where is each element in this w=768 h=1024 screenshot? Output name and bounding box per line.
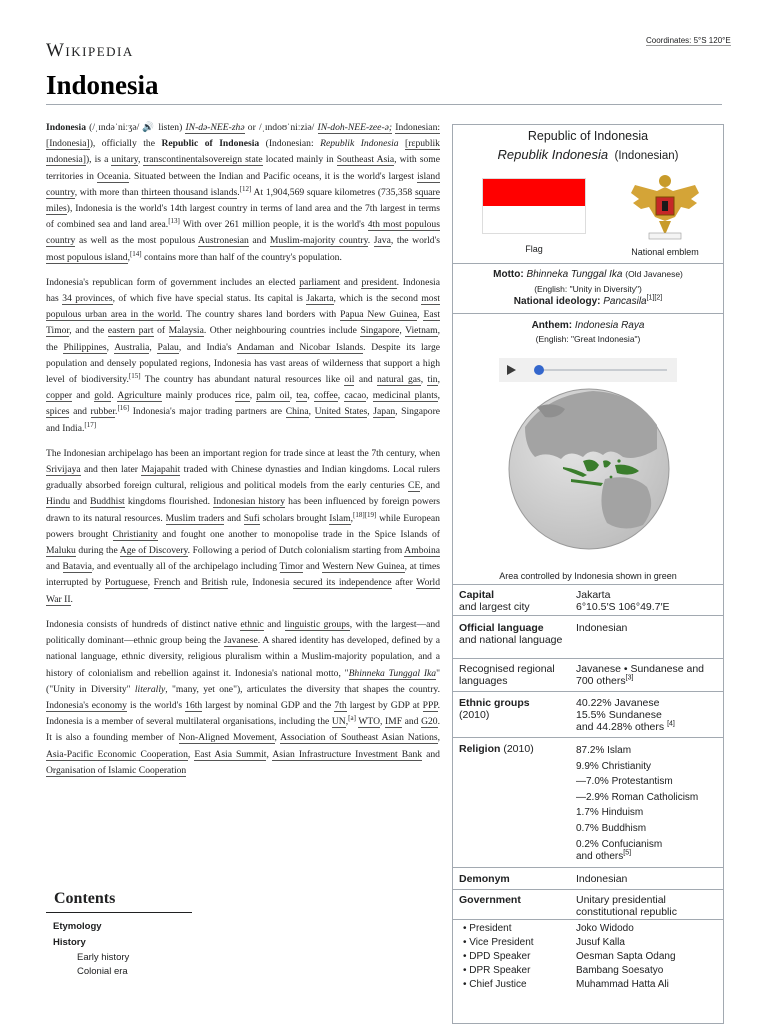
- text: ), Indonesia is the world's 14th largest country in terms of land area and the 7th largest in terms of combined sea and land area.: [46, 203, 440, 231]
- thirteen-thousand-islands-link[interactable]: thirteen thousand islands: [141, 186, 238, 198]
- religion-year: (2010): [503, 743, 534, 755]
- ethnic-link[interactable]: ethnic: [240, 618, 264, 630]
- divider: [453, 867, 723, 868]
- text: and fought one another to monopolise trade in the Spice Islands of: [162, 528, 440, 540]
- government-value[interactable]: Unitary presidential constitutional republic: [576, 894, 677, 918]
- batavia-link[interactable]: Batavia: [62, 561, 92, 573]
- text: ), officially the: [89, 138, 155, 150]
- religion-values: [576, 743, 721, 863]
- religion-value-last: [576, 851, 721, 863]
- text: and: [404, 716, 419, 728]
- native-name-text: Republik Indonesia: [497, 147, 609, 162]
- text: , Singapore and India.: [46, 406, 441, 434]
- age-of-discovery-link[interactable]: Age of Discovery: [119, 545, 188, 557]
- respelling-1[interactable]: IN-də-NEE-zhə: [185, 122, 245, 133]
- text: , the: [46, 325, 440, 353]
- text: and: [252, 235, 267, 247]
- apec-link[interactable]: Asia-Pacific Economic Cooperation: [46, 748, 188, 760]
- tin-link[interactable]: tin: [427, 374, 438, 386]
- text: . Following a period of Dutch colonialism starting from: [187, 545, 403, 557]
- page-title: Indonesia: [46, 70, 159, 100]
- text: , of which five have special status. Its capital is: [112, 293, 303, 305]
- ref-18-19[interactable]: [18][19]: [353, 510, 377, 519]
- flag-caption: Flag: [525, 244, 543, 254]
- medicinal-plants-link[interactable]: medicinal plants: [372, 390, 438, 402]
- native-name: Republik Indonesia: [320, 138, 399, 150]
- islam-link[interactable]: Islam: [329, 512, 351, 524]
- leader-role[interactable]: • President: [463, 923, 512, 934]
- palm-oil-link[interactable]: palm oil: [256, 390, 290, 402]
- listen-link[interactable]: listen): [158, 122, 183, 133]
- text: , at times interrupted by: [46, 561, 441, 589]
- 7th-link[interactable]: 7th: [334, 699, 347, 711]
- religion-value[interactable]: 87.2% Islam: [576, 745, 632, 756]
- china-link[interactable]: China: [285, 406, 309, 418]
- motto-value[interactable]: Bhinneka Tunggal Ika: [526, 269, 623, 280]
- maluku-link[interactable]: Maluku: [46, 545, 76, 557]
- capital-label-sub: and largest city: [459, 601, 530, 613]
- text: " ("Unity in Diversity": [46, 667, 441, 695]
- natural-gas-link[interactable]: natural gas: [377, 374, 421, 386]
- garuda-emblem-icon[interactable]: [627, 173, 703, 245]
- oil-link[interactable]: oil: [344, 374, 355, 386]
- unitary-link[interactable]: unitary: [111, 154, 138, 166]
- regional-ref[interactable]: [3]: [625, 674, 634, 682]
- french-link[interactable]: French: [153, 577, 181, 589]
- oic-link[interactable]: Organisation of Islamic Cooperation: [46, 764, 187, 776]
- government-label[interactable]: Government: [459, 894, 521, 906]
- ref-15[interactable]: [15]: [128, 371, 141, 380]
- text: , and: [420, 480, 440, 492]
- javanese-link[interactable]: Javanese: [223, 635, 258, 647]
- toc-item-history[interactable]: History: [53, 937, 86, 948]
- article-subject: Indonesia: [46, 122, 86, 133]
- leader-name[interactable]: Muhammad Hatta Ali: [576, 979, 669, 990]
- leader-name[interactable]: Bambang Soesatyo: [576, 965, 664, 976]
- ideology-value[interactable]: Pancasila: [603, 296, 647, 307]
- map-caption: Area controlled by Indonesia shown in green: [499, 571, 677, 581]
- regional-languages-label: Recognised regional languages: [459, 663, 555, 687]
- most-populous-island-link[interactable]: most populous island: [46, 251, 128, 263]
- infobox-title: Republic of Indonesia: [527, 129, 649, 143]
- transcontinental-link[interactable]: transcontinental: [143, 154, 205, 166]
- provinces-link[interactable]: 34 provinces: [62, 293, 113, 305]
- text: as well as the most populous: [78, 235, 196, 247]
- motto-line: [453, 268, 723, 281]
- coordinates-link[interactable]: Coordinates: 5°S 120°E: [646, 36, 731, 45]
- flag-red-band: [483, 179, 585, 206]
- official-language-label-sub: and national language: [459, 634, 563, 646]
- portuguese-link[interactable]: Portuguese: [104, 577, 148, 589]
- southeast-asia-link[interactable]: Southeast Asia: [336, 154, 395, 166]
- text: has been influenced by foreign powers drawn to its natural resources.: [46, 496, 441, 524]
- japan-link[interactable]: Japan: [373, 406, 396, 418]
- text: and: [358, 374, 373, 386]
- ethnic-year: (2010): [459, 709, 490, 721]
- divider: [453, 615, 723, 616]
- cacao-link[interactable]: cacao: [344, 390, 367, 402]
- official-name: Republic of Indonesia: [161, 138, 260, 150]
- text: and then later: [83, 464, 139, 476]
- australia-link[interactable]: Australia: [114, 341, 150, 353]
- coffee-link[interactable]: coffee: [313, 390, 338, 402]
- table-of-contents: [46, 890, 216, 979]
- religion-value[interactable]: —7.0% Protestantism: [576, 776, 673, 788]
- divider: [453, 919, 723, 920]
- motto-link[interactable]: Bhinneka Tunggal Ika: [348, 667, 437, 679]
- eastern-part-link[interactable]: eastern part: [107, 325, 154, 337]
- text: and: [183, 577, 198, 589]
- toc-subitem-early-history[interactable]: Early history: [77, 952, 130, 963]
- religion-value[interactable]: 1.7% Hinduism: [576, 807, 644, 819]
- regional-languages-value: [576, 663, 721, 687]
- ideology-line: [453, 295, 723, 308]
- text: is the world's: [130, 699, 183, 711]
- play-icon[interactable]: [507, 365, 516, 375]
- divider: [453, 313, 723, 314]
- intro-paragraph-1: Indonesia (/ˌɪndəˈniːʒə/ 🔊 listen) IN-də-NEE-zhə or /ˌɪndoʊˈniːziə/ IN-doh-NEE-zee-ə; Indonesian: [Indonesia]), officially the Republic of Indonesia (Indonesian: Republik Indonesia [rɛpublik ɪndonesia]), is a unitary, transcontinentalsovereign state located mainly in Southeast Asia, with some territories in Oceania. Situated between the Indian and Pacific oceans, it is the world's largest island country, with more than thirteen thousand islands.[12] At 1,904,569 square kilometres (735,358 square miles), Indonesia is the world's 14th largest country in terms of land area and the 7th largest in terms of combined sea and land area.[13] With over 261 million people, it is the world's 4th most populous country as well as the most populous Austronesian and Muslim-majority country. Java, the world's most populous island,[14] contains more than half of the country's population.: [46, 122, 441, 263]
- text: ,: [417, 309, 420, 321]
- text: . Other neighbouring countries include: [203, 325, 357, 337]
- capital-value: [576, 589, 721, 613]
- intro-paragraph-2: Indonesia's republican form of government includes an elected parliament and president. Indonesia has 34 provinces, of which five have special status. Its capital is Jakarta, which is the second most populous urban area in the world. The country shares land borders with Papua New Guinea, East Timor, and the eastern part of Malaysia. Other neighbouring countries include Singapore, Vietnam, the Philippines, Australia, Palau, and India's Andaman and Nicobar Islands. Despite its large population and densely populated regions, Indonesia has vast areas of wilderness that support a high level of biodiversity.[15] The country has abundant natural resources like oil and natural gas, tin, copper and gold. Agriculture mainly produces rice, palm oil, tea, coffee, cacao, medicinal plants, spices and rubber.[16] Indonesia's major trading partners are China, United States, Japan, Singapore and India.[17]: [46, 276, 441, 434]
- ethnic-ref[interactable]: [4]: [667, 720, 675, 728]
- emblem-caption[interactable]: National emblem: [631, 247, 699, 257]
- anthem-line: [453, 319, 723, 332]
- text: . Indonesia has: [46, 276, 440, 305]
- text: mainly produces: [165, 390, 232, 402]
- ethnic-groups-label: [459, 697, 571, 721]
- capital-coordinates[interactable]: 6°10.5′S 106°49.7′E: [576, 601, 670, 613]
- ethnic-value-last: [576, 721, 721, 733]
- text: . It is also a founding member of: [46, 716, 440, 744]
- east-timor-link[interactable]: East Timor: [46, 309, 440, 337]
- andaman-link[interactable]: Andaman and Nicobar Islands: [236, 341, 364, 353]
- text: during the: [78, 545, 118, 557]
- religion-ref[interactable]: [5]: [623, 849, 632, 857]
- motto-label: Motto:: [493, 269, 524, 280]
- leader-name[interactable]: Oesman Sapta Odang: [576, 951, 676, 962]
- text: , and the: [69, 325, 105, 337]
- official-language-label: [459, 622, 571, 646]
- ethnic-groups-values: [576, 697, 721, 733]
- ideology-ref[interactable]: [1][2]: [646, 294, 663, 302]
- jakarta-link[interactable]: Jakarta: [306, 293, 334, 305]
- orthographic-map-image[interactable]: [507, 387, 671, 551]
- rubber-link[interactable]: rubber: [90, 406, 116, 418]
- ethnic-label-main: Ethnic groups: [459, 697, 530, 709]
- indonesian-history-link[interactable]: Indonesian history: [213, 496, 286, 508]
- audio-scrubber-handle[interactable]: [534, 365, 544, 375]
- text: . The country shares land borders with: [180, 309, 337, 321]
- ipa-1: (/ˌɪndəˈniːʒə/: [89, 122, 140, 133]
- infobox: [452, 124, 724, 1024]
- eas-link[interactable]: East Asia Summit: [194, 748, 267, 760]
- christianity-link[interactable]: Christianity: [112, 528, 158, 540]
- intro-paragraph-4: Indonesia consists of hundreds of distinct native ethnic and linguistic groups, with the largest—and politically dominant—ethnic group being the Javanese. A shared identity has developed, defined by a national language, ethnic diversity, religious pluralism within a Muslim-majority population, and a history of colonialism and rebellion against it. Indonesia's national motto, "Bhinneka Tunggal Ika" ("Unity in Diversity" literally, "many, yet one"), articulates the diversity that shapes the country. Indonesia's economy is the world's 16th largest by nominal GDP and the 7th largest by GDP at PPP. Indonesia is a member of several multilateral organisations, including the UN,[a] WTO, IMF and G20. It is also a founding member of Non-Aligned Movement, Association of Southeast Asian Nations, Asia-Pacific Economic Cooperation, East Asia Summit, Asian Infrastructure Investment Bank and Organisation of Islamic Cooperation: [46, 618, 441, 776]
- aiib-link[interactable]: Asian Infrastructure Investment Bank: [272, 748, 423, 760]
- png-link[interactable]: Papua New Guinea: [340, 309, 418, 321]
- british-link[interactable]: British: [201, 577, 228, 589]
- religion-label-main[interactable]: Religion: [459, 743, 501, 755]
- text: , and India's: [178, 341, 232, 353]
- text: scholars brought: [262, 512, 327, 524]
- demonym-value[interactable]: Indonesian: [576, 873, 628, 885]
- amboina-link[interactable]: Amboina: [404, 545, 441, 557]
- leader-role[interactable]: • Vice President: [463, 937, 534, 948]
- western-new-guinea-link[interactable]: Western New Guinea: [322, 561, 405, 573]
- religion-label: [459, 743, 571, 755]
- text: of: [157, 325, 166, 337]
- timor-link[interactable]: Timor: [279, 561, 304, 573]
- nam-link[interactable]: Non-Aligned Movement: [178, 732, 275, 744]
- capital-label: [459, 589, 571, 613]
- linguistic-groups-link[interactable]: linguistic groups: [284, 618, 350, 630]
- hindu-link[interactable]: Hindu: [46, 496, 70, 508]
- flag-white-band: [483, 206, 585, 233]
- religion-others: and others: [576, 850, 624, 862]
- majapahit-link[interactable]: Majapahit: [141, 464, 181, 476]
- muslim-majority-link[interactable]: Muslim-majority country: [269, 235, 368, 247]
- toc-item-etymology[interactable]: Etymology: [53, 921, 102, 932]
- religion-value[interactable]: 9.9% Christianity: [576, 760, 652, 772]
- text: after: [395, 577, 413, 589]
- oceania-link[interactable]: Oceania: [97, 170, 129, 182]
- text: largest by nominal GDP and the: [205, 699, 332, 711]
- official-language-label-main: Official language: [459, 622, 544, 634]
- 16th-link[interactable]: 16th: [185, 699, 203, 711]
- text: The Indonesian archipelago has been an important region for trade since at least the 7th century, when: [46, 447, 440, 459]
- contents-heading: Contents: [46, 890, 192, 913]
- text: Indonesia consists of hundreds of distinct native: [46, 618, 237, 630]
- ethnic-others: and 44.28% others: [576, 721, 665, 733]
- fourth-populous-link[interactable]: 4th most populous country: [46, 219, 440, 247]
- independence-link[interactable]: secured its independence: [293, 577, 392, 589]
- ethnic-value[interactable]: 15.5% Sundanese: [576, 709, 662, 721]
- urban-area-link[interactable]: most populous urban area in the world: [46, 293, 441, 321]
- us-link[interactable]: United States: [314, 406, 368, 418]
- motto-lang: (Old Javanese): [625, 269, 683, 279]
- ce-link[interactable]: CE: [408, 480, 421, 492]
- lang-link[interactable]: Indonesian:: [395, 122, 441, 133]
- tea-link[interactable]: tea: [296, 390, 308, 402]
- ref-13[interactable]: [13]: [168, 217, 180, 226]
- ref-14[interactable]: [14]: [129, 249, 142, 258]
- anthem-value[interactable]: Indonesia Raya: [574, 320, 645, 331]
- flag-image[interactable]: [482, 178, 586, 234]
- text: contains more than half of the country's population.: [144, 251, 342, 263]
- vietnam-link[interactable]: Vietnam: [405, 325, 438, 337]
- leader-name[interactable]: Jusuf Kalla: [576, 937, 625, 948]
- text: and: [305, 561, 320, 573]
- ppp-link[interactable]: PPP: [422, 699, 438, 711]
- economy-link[interactable]: Indonesia's economy: [46, 699, 127, 711]
- imf-link[interactable]: IMF: [384, 716, 403, 728]
- text: and: [267, 618, 282, 630]
- square-miles-link[interactable]: square miles: [46, 186, 440, 215]
- text: Indonesia's major trading partners are: [132, 406, 283, 418]
- divider: [453, 584, 723, 585]
- singapore-link[interactable]: Singapore: [360, 325, 400, 337]
- article-body: [46, 120, 440, 788]
- text: and: [73, 496, 87, 508]
- divider: [453, 658, 723, 659]
- text: , the world's: [390, 235, 441, 247]
- text: while European powers brought: [46, 512, 440, 540]
- regional-languages-text[interactable]: Javanese • Sundanese and 700 others: [576, 663, 705, 687]
- austronesian-link[interactable]: Austronesian: [198, 235, 249, 247]
- leader-role[interactable]: • DPR Speaker: [463, 965, 531, 976]
- text: ), is a: [85, 154, 109, 166]
- text: and: [73, 406, 87, 418]
- toc-subitem-colonial-era[interactable]: Colonial era: [77, 966, 128, 977]
- literally-text: literally: [134, 683, 166, 695]
- audio-progress-track[interactable]: [537, 369, 667, 371]
- text: Indonesia's republican form of government includes an elected: [46, 276, 296, 288]
- or-text: or: [247, 122, 256, 133]
- ref-17[interactable]: [17]: [84, 420, 97, 429]
- text: . Despite its large population and densely populated regions, Indonesia has vast areas of wilderness that support a high level of biodiversity.: [46, 341, 440, 386]
- text: rule, Indonesia: [231, 577, 290, 589]
- ref-12[interactable]: [12]: [239, 184, 252, 193]
- leader-role[interactable]: • DPD Speaker: [463, 951, 531, 962]
- ideology-label: National ideology:: [513, 296, 601, 307]
- wto-link[interactable]: WTO: [358, 716, 380, 728]
- divider: [453, 889, 723, 890]
- muslim-traders-link[interactable]: Muslim traders: [165, 512, 225, 524]
- rice-link[interactable]: rice: [235, 390, 250, 402]
- parliament-link[interactable]: parliament: [299, 276, 341, 288]
- title-divider: [46, 104, 722, 105]
- srivijaya-link[interactable]: Srivijaya: [46, 464, 81, 476]
- ref-16[interactable]: [16]: [117, 404, 130, 413]
- malaysia-link[interactable]: Malaysia: [168, 325, 204, 337]
- buddhist-link[interactable]: Buddhist: [90, 496, 125, 508]
- respelling-2[interactable]: IN-doh-NEE-zee-ə;: [317, 122, 393, 133]
- official-language-value[interactable]: Indonesian: [576, 622, 628, 634]
- divider: [453, 691, 723, 692]
- lang-ipa[interactable]: [Indonesia]: [46, 138, 90, 150]
- philippines-link[interactable]: Philippines: [63, 341, 107, 353]
- native-ipa[interactable]: [rɛpublik ɪndonesia]: [46, 138, 440, 166]
- sufi-link[interactable]: Sufi: [243, 512, 260, 524]
- anthem-audio-player: [499, 358, 677, 382]
- text: located mainly in: [265, 154, 334, 166]
- anthem-english: (English: "Great Indonesia"): [535, 334, 641, 344]
- text: With over 261 million people, it is the world's: [182, 219, 365, 231]
- religion-value[interactable]: —2.9% Roman Catholicism: [576, 791, 699, 803]
- asean-link[interactable]: Association of Southeast Asian Nations: [280, 732, 438, 744]
- text: (Indonesian:: [265, 138, 314, 150]
- intro-paragraph-3: The Indonesian archipelago has been an important region for trade since at least the 7th century, when Srivijaya and then later Majapahit traded with Chinese dynasties and Indian kingdoms. Local rulers gradually absorbed foreign cultural, religious and political models from the early centuries CE, and Hindu and Buddhist kingdoms flourished. Indonesian history has been influenced by foreign powers drawn to its natural resources. Muslim traders and Sufi scholars brought Islam,[18][19] while European powers brought Christianity and fought one another to monopolise trade in the Spice Islands of Maluku during the Age of Discovery. Following a period of Dutch colonialism starting from Amboina and Batavia, and eventually all of the archipelago including Timor and Western New Guinea, at times interrupted by Portuguese, French and British rule, Indonesia secured its independence after World War II.: [46, 447, 441, 605]
- ww2-link[interactable]: World War II: [46, 577, 441, 605]
- divider: [453, 263, 723, 264]
- sovereign-state-link[interactable]: sovereign state: [204, 154, 263, 166]
- island-country-link[interactable]: island country: [46, 170, 441, 198]
- leader-name[interactable]: Joko Widodo: [576, 923, 634, 934]
- copper-link[interactable]: copper: [46, 390, 73, 402]
- text: , with the largest—and politically dominant—ethnic group being the: [46, 618, 440, 647]
- text: . Indonesia is a member of several multilateral organisations, including the: [46, 699, 440, 728]
- text: .: [367, 235, 371, 247]
- demonym-label: Demonym: [459, 873, 510, 885]
- text: and: [46, 561, 60, 573]
- ipa-2[interactable]: /ˌɪndoʊˈniːziə/: [258, 122, 315, 133]
- palau-link[interactable]: Palau: [157, 341, 179, 353]
- un-link[interactable]: UN: [331, 716, 346, 728]
- president-link[interactable]: president: [361, 276, 397, 288]
- speaker-icon[interactable]: 🔊: [142, 122, 156, 133]
- text: .: [70, 593, 73, 605]
- text: and: [426, 748, 440, 760]
- text: kingdoms flourished.: [127, 496, 211, 508]
- spices-link[interactable]: spices: [46, 406, 70, 418]
- infobox-native-name: [453, 147, 723, 162]
- religion-value[interactable]: 0.7% Buddhism: [576, 822, 647, 834]
- divider: [453, 737, 723, 738]
- motto-english: (English: "Unity in Diversity"): [534, 284, 642, 294]
- capital-city[interactable]: Jakarta: [576, 589, 611, 601]
- ref-a[interactable]: [a]: [348, 713, 356, 722]
- text: , with some territories in: [46, 154, 440, 182]
- agriculture-link[interactable]: Agriculture: [117, 390, 162, 402]
- text: , with more than: [74, 186, 139, 198]
- text: largest by GDP at: [349, 699, 420, 711]
- text: and: [227, 512, 241, 524]
- text: traded with Chinese dynasties and Indian kingdoms. Local rulers gradually absorbed foreign cultural, religious and political models from the early centuries: [46, 464, 441, 492]
- g20-link[interactable]: G20: [421, 716, 438, 728]
- text: , "many, yet one"), articulates the diversity that shapes the country.: [165, 683, 440, 695]
- leader-role[interactable]: • Chief Justice: [463, 979, 527, 990]
- java-link[interactable]: Java: [373, 235, 391, 247]
- gold-link[interactable]: gold: [94, 390, 112, 402]
- religion-value[interactable]: 0.2% Confucianism: [576, 838, 663, 850]
- text: At 1,904,569 square kilometres (735,358: [253, 186, 413, 198]
- text: , and eventually all of the archipelago including: [91, 561, 278, 573]
- text: . Situated between the Indian and Pacific oceans, it is the world's largest: [128, 170, 414, 182]
- text: . A shared identity has developed, defined by a national language, ethnic diversity, religious pluralism within a Muslim-majority population, and a history of colonialism and rebellion against it. Indonesia's national motto, ": [46, 635, 440, 679]
- capital-label-main: Capital: [459, 589, 495, 601]
- anthem-label: Anthem:: [531, 320, 573, 331]
- wikipedia-wordmark[interactable]: Wikipedia: [46, 40, 134, 61]
- ethnic-value[interactable]: 40.22% Javanese: [576, 697, 660, 709]
- text: , which is the second: [333, 293, 418, 305]
- native-lang-text: (Indonesian): [614, 150, 679, 162]
- text: and: [343, 276, 358, 288]
- text: The country has abundant natural resources like: [144, 374, 341, 386]
